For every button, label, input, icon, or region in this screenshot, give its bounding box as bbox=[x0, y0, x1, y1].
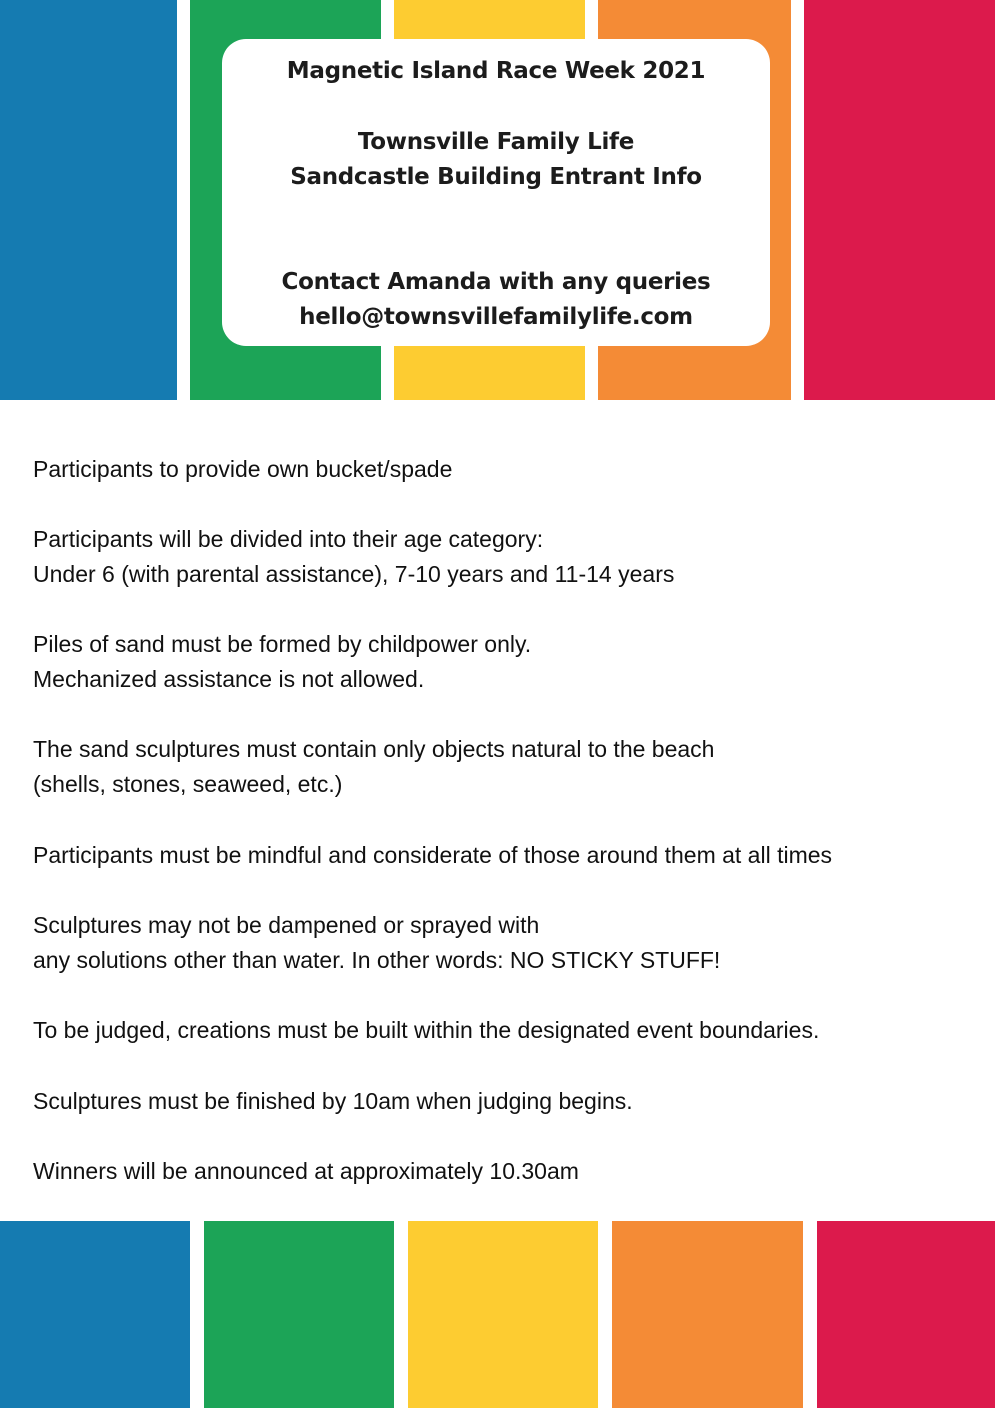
rule-line: Sculptures may not be dampened or sprayed with bbox=[33, 912, 540, 938]
doc-title: Sandcastle Building Entrant Info bbox=[290, 164, 702, 190]
top-bar-red bbox=[804, 0, 995, 400]
rule-item bbox=[33, 627, 531, 697]
rule-line: (shells, stones, seaweed, etc.) bbox=[33, 771, 343, 797]
rule-item bbox=[33, 1084, 633, 1119]
bottom-bar-orange bbox=[612, 1221, 803, 1408]
rule-line: Piles of sand must be formed by childpower only. bbox=[33, 631, 532, 657]
contact-line: Contact Amanda with any queries bbox=[281, 269, 711, 295]
event-title: Magnetic Island Race Week 2021 bbox=[286, 58, 706, 84]
bottom-bar-yellow bbox=[408, 1221, 598, 1408]
rule-item bbox=[33, 838, 832, 873]
rule-line: Participants must be mindful and considerate of those around them at all times bbox=[33, 842, 833, 868]
bottom-bar-green bbox=[204, 1221, 394, 1408]
rule-line: Mechanized assistance is not allowed. bbox=[33, 666, 425, 692]
rule-item bbox=[33, 1013, 819, 1048]
contact-email: hello@townsvillefamilylife.com bbox=[299, 304, 693, 330]
header-card bbox=[222, 39, 770, 346]
rule-line: any solutions other than water. In other words: NO STICKY STUFF! bbox=[33, 947, 721, 973]
rule-line: Sculptures must be finished by 10am when judging begins. bbox=[33, 1088, 633, 1114]
rule-line: Participants will be divided into their age category: bbox=[33, 526, 544, 552]
rule-item bbox=[33, 452, 452, 487]
org-name: Townsville Family Life bbox=[357, 129, 635, 155]
rule-item bbox=[33, 908, 720, 978]
rule-line: Participants to provide own bucket/spade bbox=[33, 456, 453, 482]
bottom-bar-red bbox=[817, 1221, 995, 1408]
rule-line: The sand sculptures must contain only objects natural to the beach bbox=[33, 736, 715, 762]
rule-line: Winners will be announced at approximately 10.30am bbox=[33, 1158, 579, 1184]
top-bar-blue bbox=[0, 0, 177, 400]
rule-line: Under 6 (with parental assistance), 7-10 years and 11-14 years bbox=[33, 561, 675, 587]
rule-line: To be judged, creations must be built within the designated event boundaries. bbox=[33, 1017, 820, 1043]
rule-item bbox=[33, 522, 674, 592]
bottom-bar-blue bbox=[0, 1221, 190, 1408]
rule-item bbox=[33, 1154, 579, 1189]
rule-item bbox=[33, 732, 714, 802]
